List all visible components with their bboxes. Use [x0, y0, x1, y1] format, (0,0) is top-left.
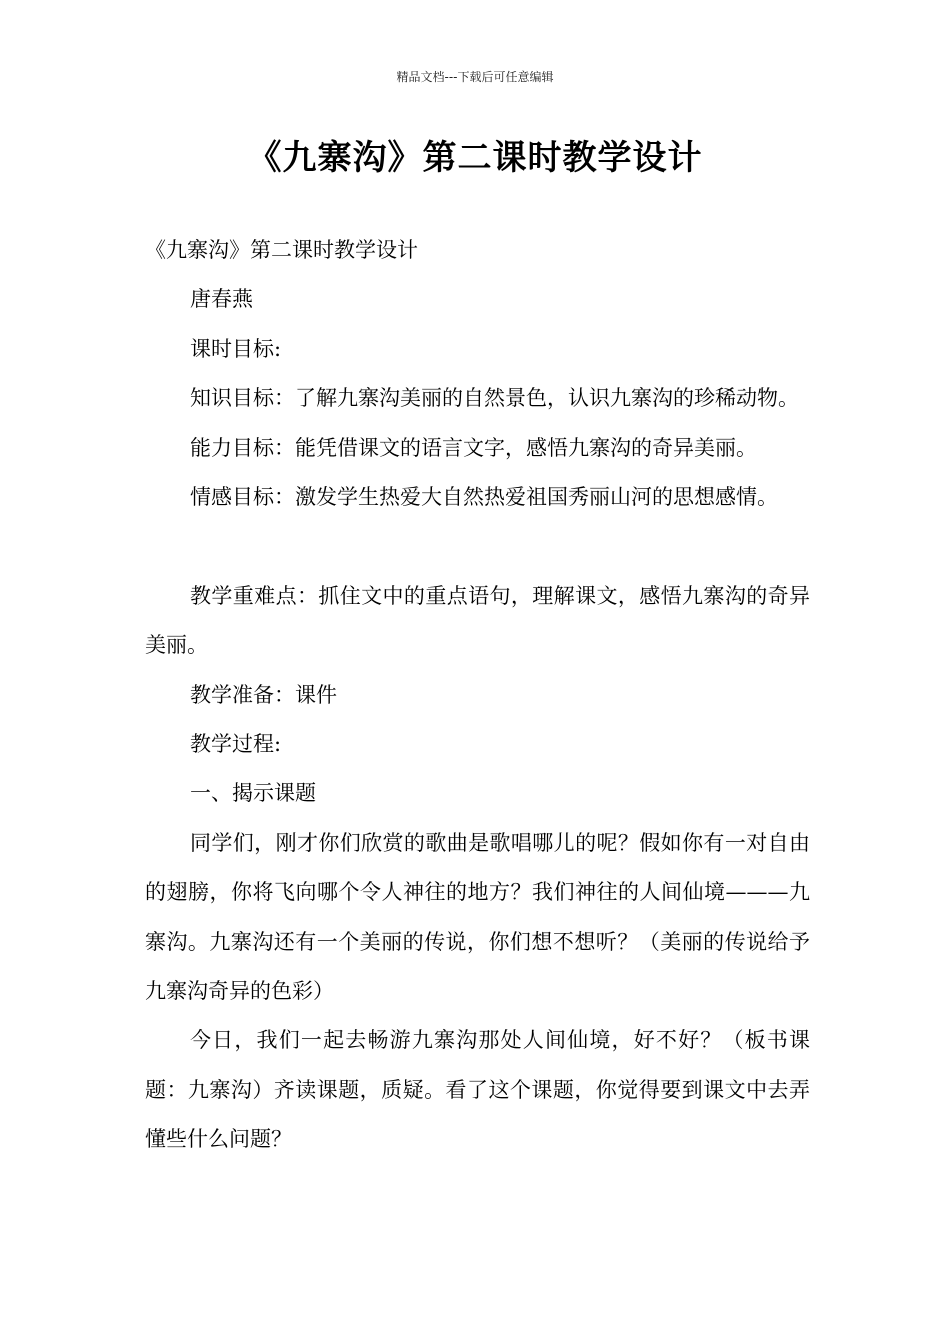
knowledge-goal-paragraph: 知识目标：了解九寨沟美丽的自然景色，认识九寨沟的珍稀动物。 [190, 386, 799, 411]
preparation-paragraph: 教学准备：课件 [190, 682, 337, 707]
key-difficulty-paragraph: 教学重难点：抓住文中的重点语句，理解课文，感悟九寨沟的奇异美丽。 [145, 583, 810, 658]
lesson-goals-heading: 课时目标: [190, 336, 282, 361]
subtitle-paragraph: 《九寨沟》第二课时教学设计 [145, 238, 418, 262]
header-note: 精品文档---下载后可任意编辑 [396, 70, 554, 84]
today-paragraph: 今日，我们一起去畅游九寨沟那处人间仙境，好不好？（板书课题：九寨沟）齐读课题，质疑。看了这个课题，你觉得要到课文中去弄懂些什么问题？ [145, 1028, 810, 1152]
intro-paragraph: 同学们，刚才你们欣赏的歌曲是歌唱哪儿的呢？假如你有一对自由的翅膀，你将飞向哪个令人神往的地方？我们神往的人间仙境———九寨沟。九寨沟还有一个美丽的传说，你们想不想听？（美丽的传说给予九寨沟奇异的色彩） [145, 830, 810, 1004]
emotion-goal-paragraph: 情感目标：激发学生热爱大自然热爱祖国秀丽山河的思想感情。 [190, 485, 778, 510]
author-paragraph: 唐春燕 [190, 287, 253, 312]
document-body [145, 226, 810, 1165]
section-one-heading: 一、揭示课题 [190, 781, 316, 806]
document-title: 《九寨沟》第二课时教学设计 [247, 138, 703, 178]
ability-goal-paragraph: 能力目标：能凭借课文的语言文字，感悟九寨沟的奇异美丽。 [190, 435, 757, 460]
blank-line [145, 522, 810, 571]
process-heading: 教学过程: [190, 732, 282, 757]
